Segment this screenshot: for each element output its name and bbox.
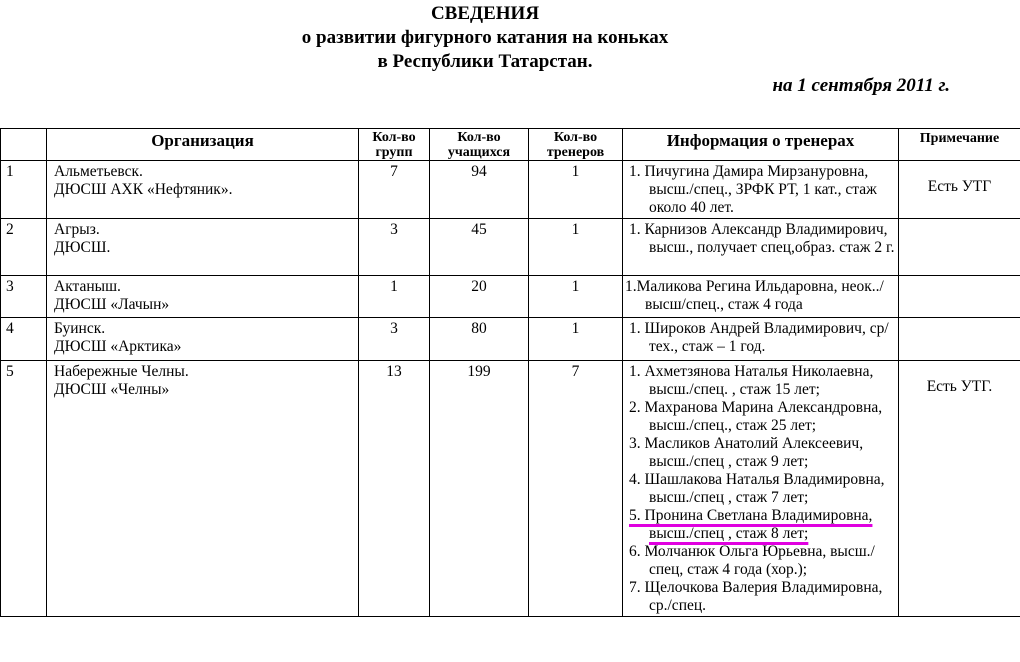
- column-header-groups-line-2: групп: [375, 145, 413, 160]
- coach-info-cell: [623, 318, 899, 361]
- organization-cell: [47, 161, 359, 219]
- organization-cell: [47, 361, 359, 617]
- document-subtitle-line-2: в Республики Татарстан.: [377, 51, 593, 72]
- table-row: [1, 318, 1020, 361]
- organization-city: Актаныш.: [54, 278, 121, 295]
- organization-school: ДЮСШ «Лачын»: [54, 296, 170, 313]
- students-count: 80: [430, 318, 529, 361]
- column-header-groups: [359, 129, 430, 161]
- column-header-students-line-2: учащихся: [447, 145, 511, 160]
- table-header-row: [1, 129, 1020, 161]
- coach-entry: 1. Широков Андрей Владимирович, ср/тех., стаж – 1 год.: [629, 320, 889, 355]
- groups-count: 3: [359, 219, 430, 276]
- row-number: 3: [1, 276, 47, 318]
- coach-entry: 1. Ахметзянова Наталья Николаевна, высш./спец. , стаж 15 лет;: [629, 363, 874, 398]
- row-number: 2: [1, 219, 47, 276]
- note-cell: [899, 219, 1020, 276]
- table-row: [1, 161, 1020, 219]
- highlight-underline: 5. Пронина Светлана Владимировна, высш./спец , стаж 8 лет;: [629, 507, 873, 542]
- organization-school: ДЮСШ «Челны»: [54, 381, 170, 398]
- document-title: СВЕДЕНИЯ: [430, 3, 540, 24]
- column-header-students-line-1: Кол-во: [457, 130, 501, 145]
- coaches-count: 1: [529, 219, 623, 276]
- coach-entry: 1.Маликова Регина Ильдаровна, неок../высш/спец., стаж 4 года: [625, 278, 884, 313]
- organization-school: ДЮСШ.: [54, 239, 111, 256]
- organization-cell: [47, 318, 359, 361]
- note-cell: [899, 276, 1020, 318]
- groups-count: 7: [359, 161, 430, 219]
- coaches-count: 1: [529, 161, 623, 219]
- coach-entry: 3. Масликов Анатолий Алексеевич, высш./спец , стаж 9 лет;: [629, 435, 864, 470]
- groups-count: 13: [359, 361, 430, 617]
- note-cell: [899, 318, 1020, 361]
- coach-entry: 1. Пичугина Дамира Мирзануровна, высш./спец., ЗРФК РТ, 1 кат., стаж около 40 лет.: [629, 163, 877, 216]
- row-number: 1: [1, 161, 47, 219]
- column-header-coaches: [529, 129, 623, 161]
- coach-entry: 2. Махранова Марина Александровна, высш./спец., стаж 25 лет;: [629, 399, 883, 434]
- students-count: 94: [430, 161, 529, 219]
- table-row: [1, 361, 1020, 617]
- coach-info-cell: [623, 161, 899, 219]
- organization-school: ДЮСШ «Арктика»: [54, 338, 182, 355]
- coach-info-cell: [623, 276, 899, 318]
- coach-entry: 4. Шашлакова Наталья Владимировна, высш./спец , стаж 7 лет;: [629, 471, 885, 506]
- coaches-count: 1: [529, 318, 623, 361]
- students-count: 199: [430, 361, 529, 617]
- students-count: 20: [430, 276, 529, 318]
- column-header-num: [1, 129, 47, 161]
- organization-cell: [47, 219, 359, 276]
- document-date: на 1 сентября 2011 г.: [772, 75, 950, 96]
- column-header-coach-info: Информация о тренерах: [623, 129, 899, 161]
- column-header-organization: Организация: [47, 129, 359, 161]
- coaches-count: 7: [529, 361, 623, 617]
- coach-entry: 6. Молчанюк Ольга Юрьевна, высш./спец, стаж 4 года (хор.);: [629, 543, 875, 578]
- column-header-note: Примечание: [899, 129, 1020, 161]
- coach-info-cell: [623, 219, 899, 276]
- note-cell: Есть УТГ: [899, 161, 1020, 219]
- organization-school: ДЮСШ АХК «Нефтяник».: [54, 181, 233, 198]
- column-header-students: [430, 129, 529, 161]
- organization-city: Агрыз.: [54, 221, 100, 238]
- organization-cell: [47, 276, 359, 318]
- coaches-count: 1: [529, 276, 623, 318]
- document-subtitle-line-1: о развитии фигурного катания на коньках: [301, 27, 669, 48]
- coach-info-cell: [623, 361, 899, 617]
- organization-city: Набережные Челны.: [54, 363, 189, 380]
- groups-count: 3: [359, 318, 430, 361]
- column-header-groups-line-1: Кол-во: [372, 130, 416, 145]
- note-cell: Есть УТГ.: [899, 361, 1020, 617]
- row-number: 5: [1, 361, 47, 617]
- skating-info-table: [0, 128, 1020, 617]
- students-count: 45: [430, 219, 529, 276]
- organization-city: Альметьевск.: [54, 163, 143, 180]
- groups-count: 1: [359, 276, 430, 318]
- table-row: [1, 219, 1020, 276]
- coach-entry: 7. Щелочкова Валерия Владимировна, ср./спец.: [629, 579, 883, 614]
- table-row: [1, 276, 1020, 318]
- column-header-coaches-line-2: тренеров: [546, 145, 605, 160]
- column-header-coaches-line-1: Кол-во: [553, 130, 598, 145]
- row-number: 4: [1, 318, 47, 361]
- coach-entry: 1. Карнизов Александр Владимирович, высш., получает спец,образ. стаж 2 г.: [629, 221, 895, 256]
- organization-city: Буинск.: [54, 320, 106, 337]
- coach-entry-highlighted: [629, 507, 898, 543]
